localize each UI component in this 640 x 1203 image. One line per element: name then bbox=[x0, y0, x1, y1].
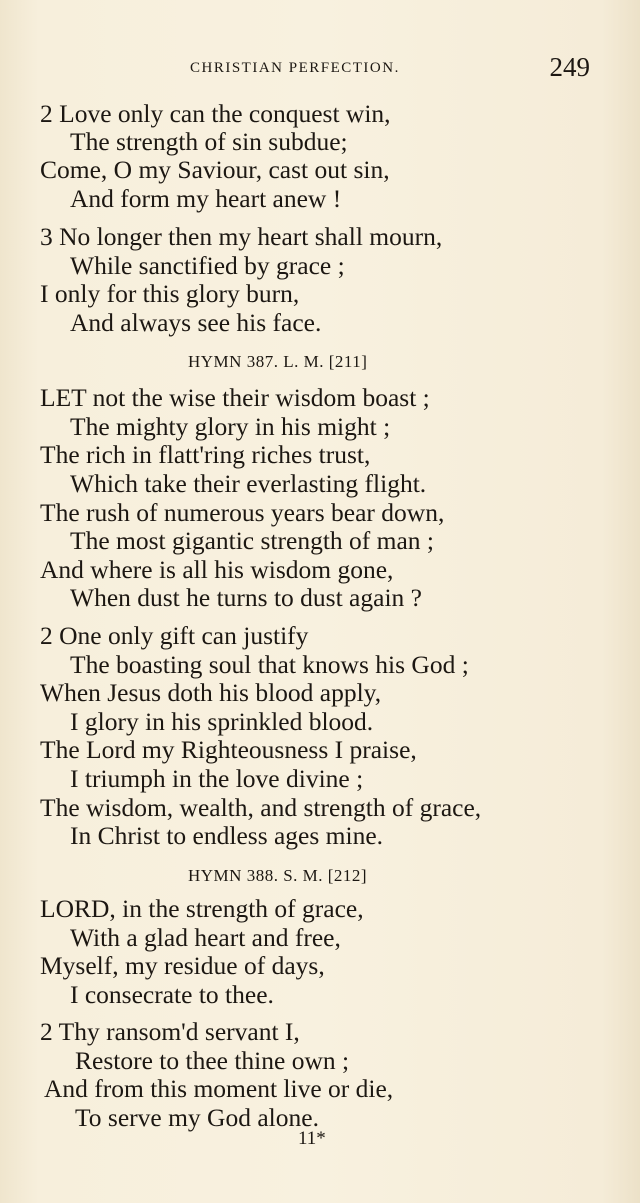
verse-line: With a glad heart and free, bbox=[70, 923, 341, 952]
verse-line: And from this moment live or die, bbox=[44, 1074, 394, 1103]
verse-line: I triumph in the love divine ; bbox=[70, 764, 364, 793]
verse-line: And form my heart anew ! bbox=[70, 184, 342, 213]
verse-line: While sanctified by grace ; bbox=[70, 251, 345, 280]
verse-line: LORD, in the strength of grace, bbox=[40, 894, 364, 923]
verse-line: 2 Thy ransom'd servant I, bbox=[40, 1017, 300, 1046]
verse-line: And where is all his wisdom gone, bbox=[40, 555, 394, 584]
verse-line: When Jesus doth his blood apply, bbox=[40, 678, 382, 707]
verse-line: I consecrate to thee. bbox=[70, 980, 274, 1009]
verse-line: Come, O my Saviour, cast out sin, bbox=[40, 155, 390, 184]
page-number: 249 bbox=[549, 52, 590, 82]
verse-line: The rush of numerous years bear down, bbox=[40, 498, 445, 527]
verse-line: When dust he turns to dust again ? bbox=[70, 583, 422, 612]
running-head: CHRISTIAN PERFECTION. bbox=[190, 60, 400, 76]
verse-line: To serve my God alone. bbox=[75, 1103, 319, 1132]
verse-line: The strength of sin subdue; bbox=[70, 127, 348, 156]
verse-line: The mighty glory in his might ; bbox=[70, 412, 391, 441]
verse-line: LET not the wise their wisdom boast ; bbox=[40, 383, 430, 412]
verse-line: 2 Love only can the conquest win, bbox=[40, 99, 391, 128]
verse-line: Which take their everlasting flight. bbox=[70, 469, 427, 498]
hymn-388-heading: HYMN 388. S. M. [212] bbox=[188, 866, 368, 885]
verse-line: In Christ to endless ages mine. bbox=[70, 821, 384, 850]
verse-line: I only for this glory burn, bbox=[40, 279, 300, 308]
verse-line: The wisdom, wealth, and strength of grace, bbox=[40, 793, 482, 822]
verse-line: 2 One only gift can justify bbox=[40, 621, 309, 650]
signature-mark: 11* bbox=[298, 1128, 326, 1149]
hymn-387-heading: HYMN 387. L. M. [211] bbox=[188, 352, 368, 371]
verse-line: Restore to thee thine own ; bbox=[75, 1046, 350, 1075]
verse-line: I glory in his sprinkled blood. bbox=[70, 707, 374, 736]
verse-line: The Lord my Righteousness I praise, bbox=[40, 735, 417, 764]
verse-line: The most gigantic strength of man ; bbox=[70, 526, 435, 555]
verse-line: 3 No longer then my heart shall mourn, bbox=[40, 222, 443, 251]
verse-line: Myself, my residue of days, bbox=[40, 951, 325, 980]
verse-line: The rich in flatt'ring riches trust, bbox=[40, 440, 371, 469]
verse-line: And always see his face. bbox=[70, 308, 322, 337]
verse-line: The boasting soul that knows his God ; bbox=[70, 650, 469, 679]
